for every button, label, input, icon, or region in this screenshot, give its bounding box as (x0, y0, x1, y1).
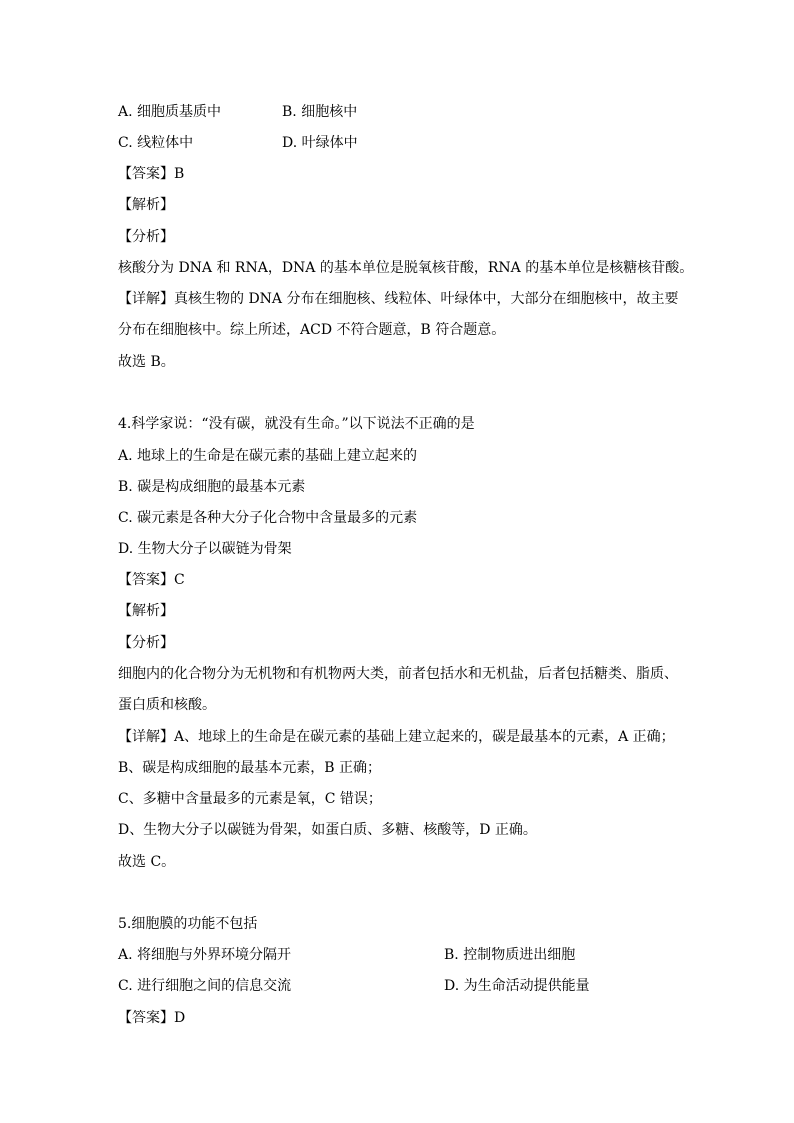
q3-answer: 【答案】B (118, 166, 185, 182)
q3-fenxi-header: 【分析】 (118, 229, 174, 245)
q4-option-d: D. 生物大分子以碳链为骨架 (118, 541, 292, 557)
q3-detail-line: 【详解】真核生物的 DNA 分布在细胞核、线粒体、叶绿体中，大部分在细胞核中，故主要 (118, 291, 679, 307)
q3-option-a: A. 细胞质基质中 (118, 104, 222, 120)
q4-stem: 4.科学家说：“没有碳，就没有生命。”以下说法不正确的是 (118, 416, 475, 432)
q4-analysis-header: 【解析】 (118, 603, 174, 619)
q5-option-c: C. 进行细胞之间的信息交流 (118, 978, 292, 994)
q3-option-d: D. 叶绿体中 (282, 135, 358, 151)
q4-fenxi-line: 细胞内的化合物分为无机物和有机物两大类，前者包括水和无机盐，后者包括糖类、脂质、 (118, 666, 678, 682)
q4-option-a: A. 地球上的生命是在碳元素的基础上建立起来的 (118, 448, 418, 464)
q4-option-c: C. 碳元素是各种大分子化合物中含量最多的元素 (118, 510, 418, 526)
q5-option-d: D. 为生命活动提供能量 (444, 978, 590, 994)
q4-detail-line: 【详解】A、地球上的生命是在碳元素的基础上建立起来的，碳是最基本的元素，A 正确； (118, 729, 675, 745)
q5-answer: 【答案】D (118, 1010, 186, 1026)
q4-detail-line: C、多糖中含量最多的元素是氧，C 错误； (118, 791, 382, 807)
q4-fenxi-line: 蛋白质和核酸。 (118, 697, 216, 713)
q3-analysis-header: 【解析】 (118, 197, 174, 213)
q3-option-b: B. 细胞核中 (282, 104, 358, 120)
q4-detail-line: D、生物大分子以碳链为骨架，如蛋白质、多糖、核酸等，D 正确。 (118, 822, 537, 838)
q4-option-b: B. 碳是构成细胞的最基本元素 (118, 479, 306, 495)
q3-fenxi-text: 核酸分为 DNA 和 RNA，DNA 的基本单位是脱氧核苷酸，RNA 的基本单位是核糖核苷酸。 (118, 260, 694, 276)
q4-answer: 【答案】C (118, 572, 185, 588)
q3-detail-line: 分布在细胞核中。综上所述，ACD 不符合题意，B 符合题意。 (118, 322, 506, 338)
q5-stem: 5.细胞膜的功能不包括 (118, 916, 258, 932)
q5-option-a: A. 将细胞与外界环境分隔开 (118, 947, 292, 963)
q4-detail-line: B、碳是构成细胞的最基本元素，B 正确； (118, 760, 382, 776)
q3-option-c: C. 线粒体中 (118, 135, 194, 151)
q4-fenxi-header: 【分析】 (118, 635, 174, 651)
q3-conclusion: 故选 B。 (118, 354, 175, 370)
q4-conclusion: 故选 C。 (118, 854, 176, 870)
q5-option-b: B. 控制物质进出细胞 (444, 947, 576, 963)
